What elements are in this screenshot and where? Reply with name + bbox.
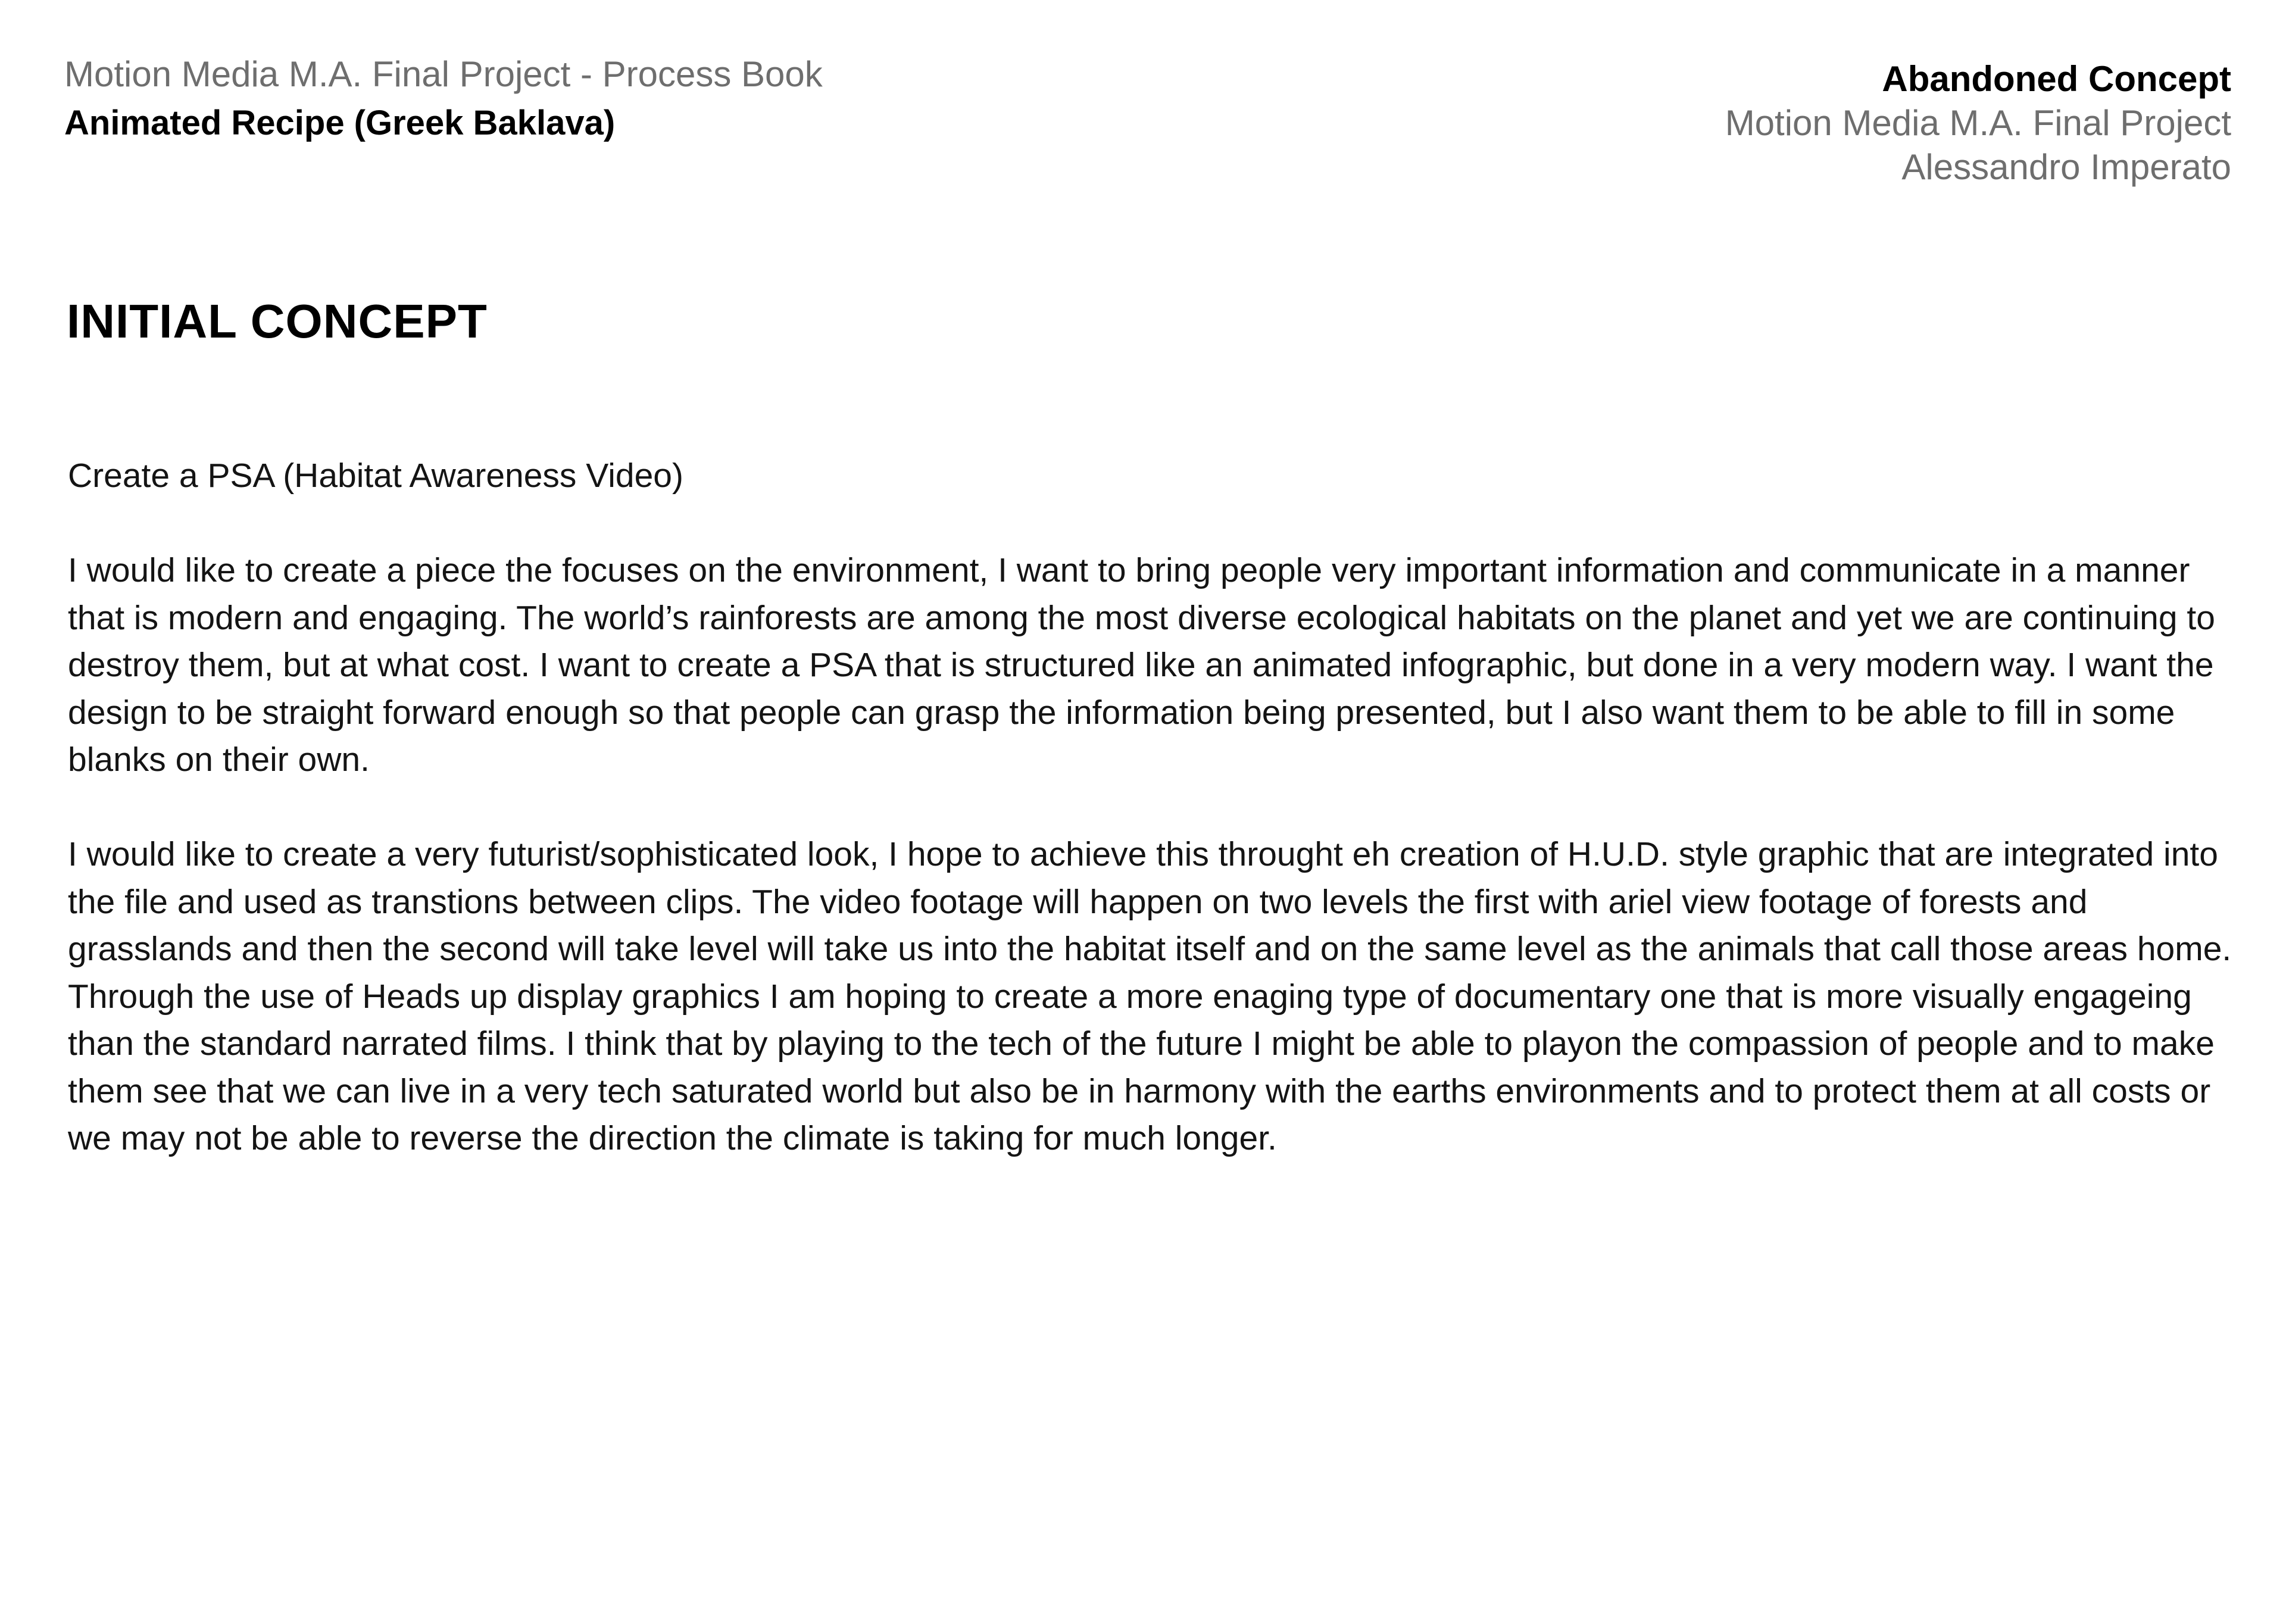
header-right <box>1279 57 2231 189</box>
page-title: INITIAL CONCEPT <box>67 295 488 348</box>
section-label: Abandoned Concept <box>1882 59 2231 99</box>
paragraph-environment: I would like to create a piece the focuses on the environment, I want to bring people very important information and communicate in a manner that is modern and engaging. The world’s rainforests are among the most diverse ecological habitats on the planet and yet we are continuing to destroy them, but at what cost. I want to create a PSA that is structured like an animated infographic, but done in a very modern way. I want the design to be straight forward enough so that people can grasp the information being presented, but I also want them to be able to fill in some blanks on their own. <box>68 551 2215 779</box>
paragraph-intro: Create a PSA (Habitat Awareness Video) <box>68 457 683 495</box>
author-name: Alessandro Imperato <box>1901 147 2231 187</box>
project-name: Motion Media M.A. Final Project <box>1725 103 2231 143</box>
process-book-subtitle: Motion Media M.A. Final Project - Process Book <box>64 54 823 94</box>
project-title: Animated Recipe (Greek Baklava) <box>64 104 616 142</box>
header-left <box>64 50 1195 148</box>
paragraph-visual-approach: I would like to create a very futurist/sophisticated look, I hope to achieve this throught eh creation of H.U.D. style graphic that are integrated into the file and used as transtions between clips. The video footage will happen on two levels the first with ariel view footage of forests and grasslands and then the second will take level will take us into the habitat itself and on the same level as the animals that call those areas home. Through the use of Heads up display graphics I am hoping to create a more enaging type of documentary one that is more visually engageing than the standard narrated films. I think that by playing to the tech of the future I might be able to playon the compassion of people and to make them see that we can live in a very tech saturated world but also be in harmony with the earths environments and to protect them at all costs or we may not be able to reverse the direction the climate is taking for much longer. <box>68 835 2232 1157</box>
body-text <box>68 452 2247 1210</box>
